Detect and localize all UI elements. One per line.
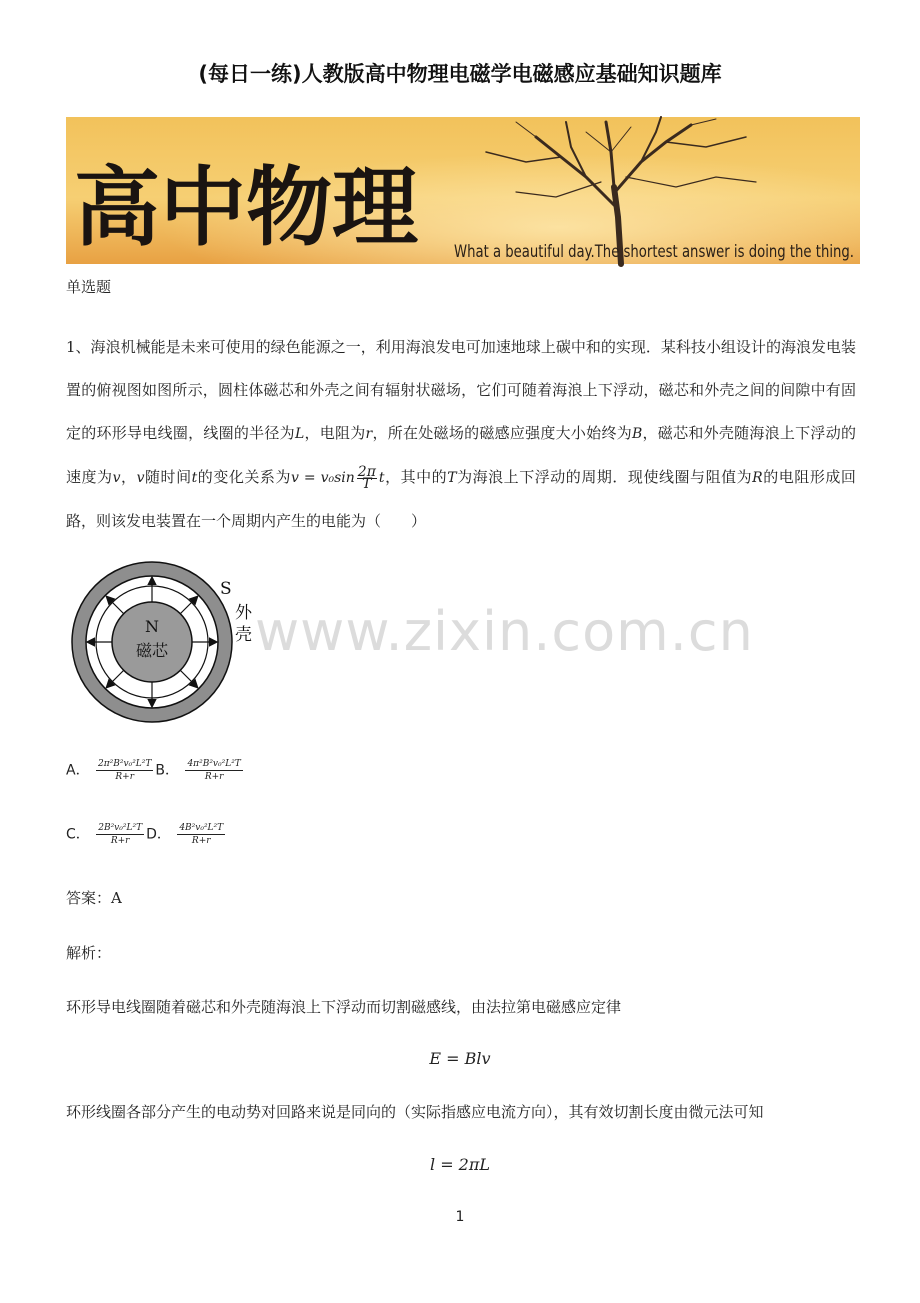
equation-emf: E = Blv [429, 1049, 491, 1068]
var-v: v [136, 470, 145, 486]
var-L: L [294, 426, 305, 442]
option-d-label: D． [146, 826, 171, 843]
watermark: www.zixin.com.cn [255, 600, 754, 663]
option-row-ab [66, 758, 245, 783]
var-t: t [191, 470, 198, 486]
diagram-svg [70, 560, 270, 730]
question-part: ，所在处磁场的磁感应强度大小始终为 [372, 424, 632, 442]
pole-n-label: N [145, 617, 159, 636]
option-row-cd [66, 822, 227, 847]
formula-fraction [357, 463, 377, 492]
question-part: 的电阻形成回路，则该发电装置在一个周期内产生的电能为（ ） [66, 468, 856, 530]
var-v: v [112, 470, 121, 486]
question-part: 1、海浪机械能是未来可使用的绿色能源之一，利用海浪发电可加速地球上碳中和的实现．某科技小组设计的海浪发电装置的俯视图如图所示，圆柱体磁芯和外壳之间有辐射状磁场，它们可随着海浪上下浮动，磁芯和外壳之间的间隙中有固定的环形导电线圈，线圈的半径为 [66, 338, 856, 442]
option-b-label: B． [155, 762, 179, 779]
banner-heading: 高中物理 [74, 157, 418, 258]
question-part: ，其中的 [384, 468, 448, 486]
fraction-denominator: T [362, 475, 372, 492]
fraction-numerator: 2π [357, 463, 376, 480]
question-part: 随时间 [144, 468, 192, 486]
option-d-numerator: 4B²v₀²L²T [179, 823, 224, 833]
option-a-formula [96, 758, 153, 783]
question-text [66, 326, 856, 543]
option-a-denominator: R+r [115, 772, 135, 782]
analysis-label: 解析： [66, 944, 112, 962]
banner-image [66, 117, 860, 264]
option-a-label: A． [66, 762, 90, 779]
analysis-paragraph-1: 环形导电线圈随着磁芯和外壳随海浪上下浮动而切割磁感线，由法拉第电磁感应定律 [66, 998, 622, 1016]
question-part: 为海浪上下浮动的周期．现使线圈与阻值为 [456, 468, 753, 486]
var-R: R [752, 470, 763, 486]
header-banner [66, 117, 860, 264]
question-part: ，电阻为 [304, 424, 366, 442]
option-c-numerator: 2B²v₀²L²T [98, 823, 143, 833]
question-part: ， [120, 468, 137, 486]
section-label: 单选题 [66, 278, 112, 296]
shell-label-2: 壳 [235, 625, 252, 645]
option-b-formula [185, 758, 242, 783]
equation-length: l = 2πL [429, 1155, 490, 1174]
velocity-formula: v = v₀sin [290, 470, 355, 486]
var-T: T [447, 470, 457, 486]
option-b-numerator: 4π²B²v₀²L²T [187, 759, 241, 769]
option-d-formula [177, 822, 225, 847]
generator-diagram [70, 560, 270, 730]
answer-line: 答案：A [66, 889, 122, 907]
shell-label-1: 外 [235, 603, 252, 623]
var-B: B [631, 426, 643, 442]
option-a-numerator: 2π²B²v₀²L²T [98, 759, 152, 769]
question-part: 的变化关系为 [197, 468, 291, 486]
analysis-paragraph-2: 环形线圈各部分产生的电动势对回路来说是同向的（实际指感应电流方向），其有效切割长度由微元法可知 [66, 1103, 764, 1121]
core-label: 磁芯 [135, 641, 169, 660]
var-t: t [378, 470, 385, 486]
option-c-formula [96, 822, 144, 847]
var-r: r [365, 426, 373, 442]
option-d-denominator: R+r [191, 836, 211, 846]
question-part: ，磁芯和外壳随海浪上下浮动的速度为 [66, 424, 856, 486]
banner-tagline: What a beautiful day.The shortest answer is doing the thing. [454, 242, 854, 262]
option-c-label: C． [66, 826, 90, 843]
document-title: (每日一练)人教版高中物理电磁学电磁感应基础知识题库 [198, 62, 722, 86]
option-c-denominator: R+r [110, 836, 130, 846]
option-b-denominator: R+r [204, 772, 224, 782]
page-number: 1 [455, 1209, 465, 1225]
pole-s-label: S [220, 579, 232, 599]
